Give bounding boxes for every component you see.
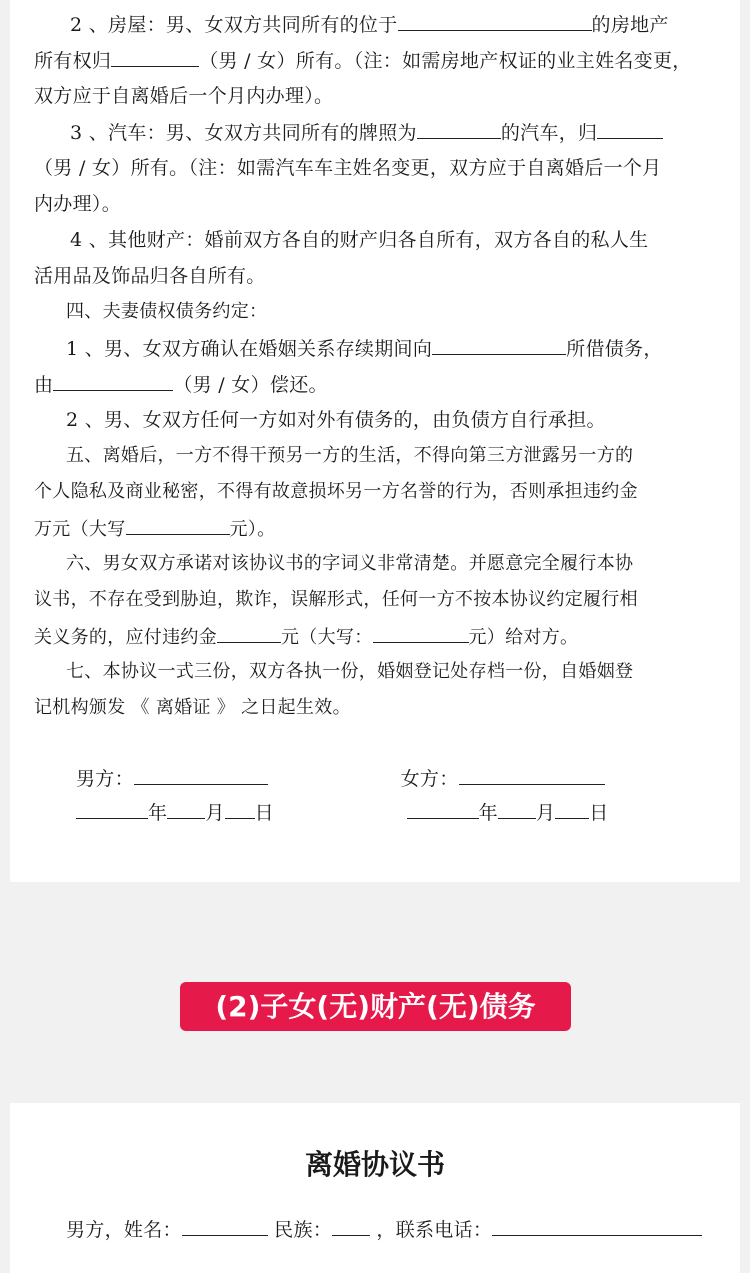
clause-five-line-2: 个人隐私及商业秘密，不得有故意损坏另一方名誉的行为，否则承担违约金 [34, 481, 638, 502]
clause-house-line-1: 2 、房屋：男、女双方共同所有的位于 的房地产 [70, 14, 669, 36]
clause-house-line-3: 双方应于自离婚后一个月内办理）。 [34, 85, 334, 107]
female-year-blank[interactable] [407, 800, 479, 819]
date-row: 年 月 日 年 月 日 [76, 800, 696, 825]
penalty-amount-blank[interactable] [217, 624, 281, 643]
agreement-page-1 [10, 0, 740, 882]
clause-six-line-1: 六、男女双方承诺对该协议书的字词义非常清楚。并愿意完全履行本协 [66, 553, 634, 574]
male-year-blank[interactable] [76, 800, 148, 819]
male-ethnicity-blank[interactable] [332, 1217, 370, 1236]
agreement-page-2-preview [10, 1103, 740, 1273]
house-owner-blank[interactable] [111, 48, 199, 67]
car-plate-blank[interactable] [417, 120, 501, 139]
creditor-blank[interactable] [432, 336, 566, 355]
clause-other-line-2: 活用品及饰品归各自所有。 [34, 265, 266, 287]
male-phone-blank[interactable] [492, 1217, 702, 1236]
clause-seven-line-2: 记机构颁发 《 离婚证 》 之日起生效。 [34, 697, 351, 718]
clause-other-line-1: 4 、其他财产：婚前双方各自的财产归各自所有，双方各自的私人生 [70, 229, 649, 251]
penalty-words-blank[interactable] [373, 624, 469, 643]
signature-row: 男方： 女方： [76, 766, 696, 791]
clause-six-line-3: 关义务的，应付违约金 元（大写： 元）给对方。 [34, 624, 724, 650]
male-month-blank[interactable] [167, 800, 205, 819]
document-title: 离婚协议书 [304, 1148, 445, 1181]
section-debt-heading: 四、夫妻债权债务约定： [66, 301, 268, 322]
section-banner: (2)子女(无)财产(无)债务 [180, 982, 571, 1031]
male-name-blank[interactable] [182, 1217, 268, 1236]
house-location-blank[interactable] [398, 12, 592, 31]
debtor-blank[interactable] [53, 372, 173, 391]
clause-debt-line-1: 1 、男、女双方确认在婚姻关系存续期间向 所借债务， [66, 338, 663, 360]
penalty-amount-words-blank[interactable] [126, 516, 230, 535]
clause-six-line-2: 议书，不存在受到胁迫，欺诈，误解形式，任何一方不按本协议约定履行相 [34, 589, 638, 610]
clause-five-line-1: 五、离婚后，一方不得干预另一方的生活，不得向第三方泄露另一方的 [66, 445, 634, 466]
female-day-blank[interactable] [555, 800, 589, 819]
clause-car-line-3: 内办理）。 [34, 193, 122, 215]
female-month-blank[interactable] [498, 800, 536, 819]
clause-five-line-3: 万元（大写 元）。 [34, 516, 724, 542]
female-signature-blank[interactable] [459, 766, 605, 785]
male-day-blank[interactable] [225, 800, 255, 819]
male-info-row: 男方，姓名： 民族： ，联系电话： [66, 1217, 750, 1242]
clause-debt-line-2: 由 （男 / 女）偿还。 [34, 374, 328, 396]
clause-house-line-2: 所有权归 （男 / 女）所有。（注：如需房地产权证的业主姓名变更， [34, 50, 692, 72]
clause-seven-line-1: 七、本协议一式三份，双方各执一份，婚姻登记处存档一份，自婚姻登 [66, 661, 634, 682]
clause-debt-line-3: 2 、男、女双方任何一方如对外有债务的，由负债方自行承担。 [66, 409, 606, 431]
car-owner-blank[interactable] [597, 120, 663, 139]
clause-car-line-2: （男 / 女）所有。（注：如需汽车车主姓名变更，双方应于自离婚后一个月 [34, 157, 662, 179]
clause-car-line-1: 3 、汽车：男、女双方共同所有的牌照为 的汽车，归 [34, 120, 724, 145]
male-signature-blank[interactable] [134, 766, 268, 785]
